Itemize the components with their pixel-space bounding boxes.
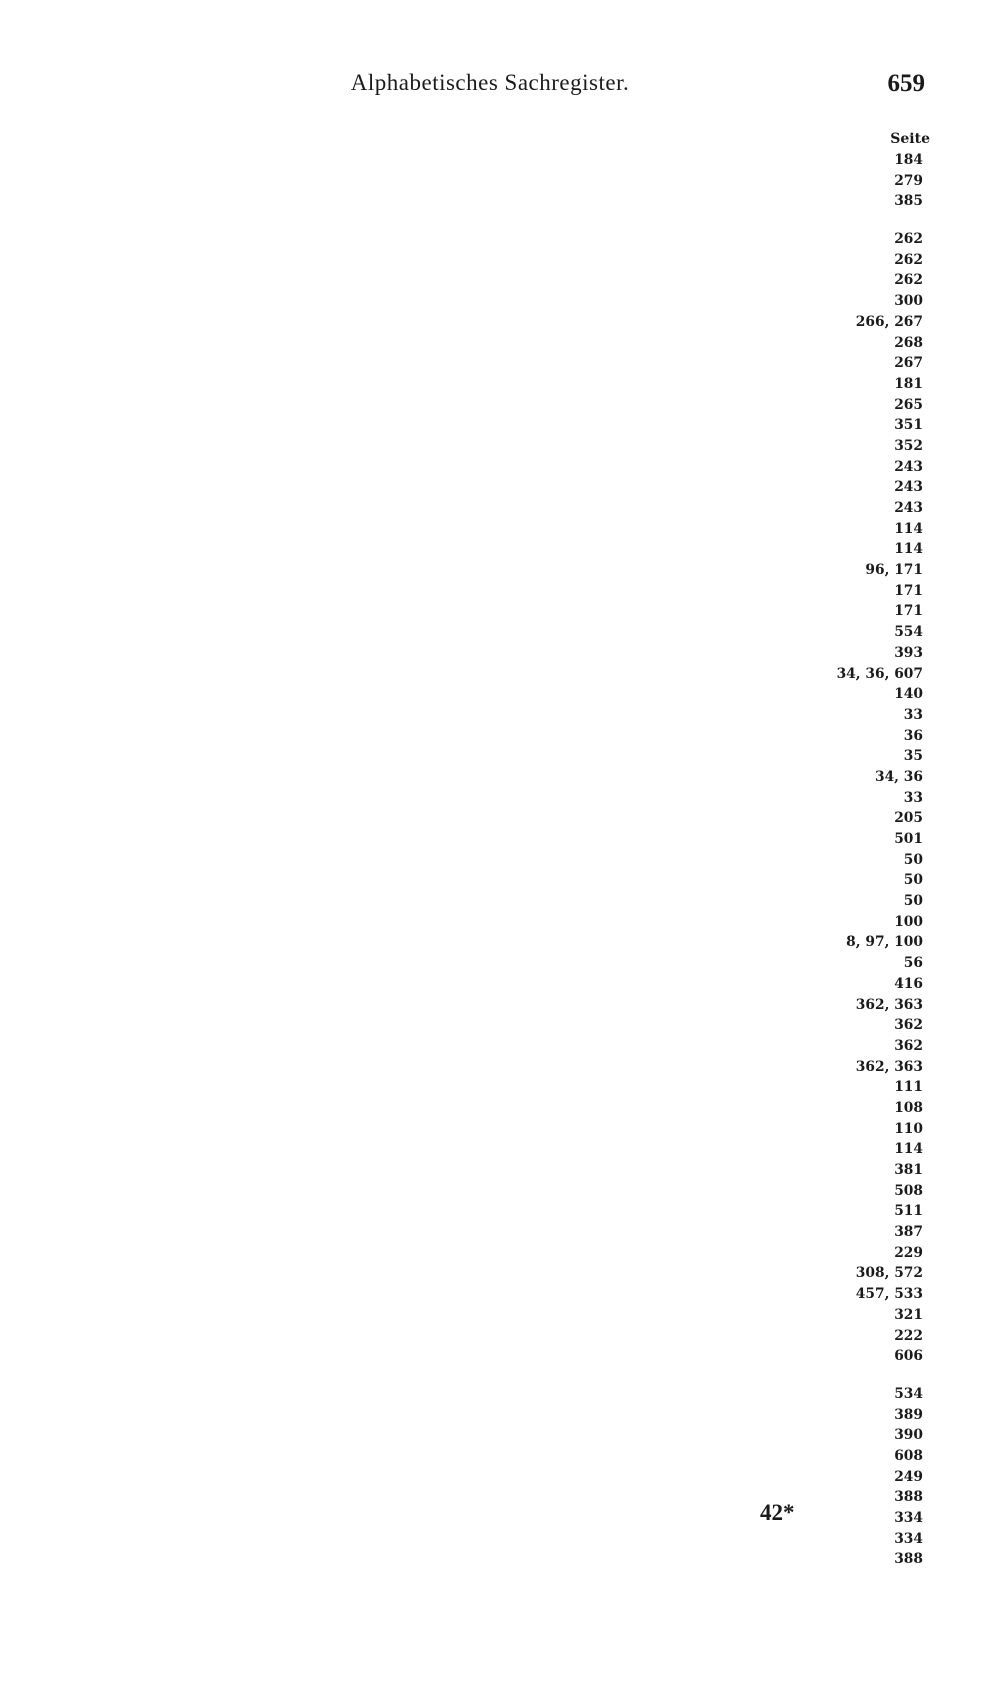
index-entry-page: 184 [55, 150, 923, 171]
index-entry [55, 1098, 923, 1119]
index-entry [55, 1305, 923, 1326]
index-entry-page: 110 [55, 1119, 923, 1140]
index-entry [55, 932, 923, 953]
index-entry [55, 519, 923, 540]
index-entry [55, 726, 923, 747]
index-entry-page: 267 [55, 353, 923, 374]
index-entry-page: 33 [55, 705, 923, 726]
index-entry-page: 114 [55, 539, 923, 560]
index-entry-page: 140 [55, 684, 923, 705]
index-entry-page: 362 [55, 1036, 923, 1057]
index-entry [55, 912, 923, 933]
index-entry-page: 389 [55, 1405, 923, 1426]
index-entry [55, 191, 923, 212]
index-entry [55, 1467, 923, 1488]
index-entry-page: 388 [55, 1549, 923, 1570]
index-entry [55, 643, 923, 664]
index-entry [55, 974, 923, 995]
index-entry-page: 351 [55, 415, 923, 436]
index-entry-page: 534 [55, 1384, 923, 1405]
index-entry-page: 111 [55, 1077, 923, 1098]
index-entry-page: 362 [55, 1015, 923, 1036]
index-entry [55, 1529, 923, 1550]
index-entry-page: 8, 97, 100 [55, 932, 923, 953]
index-entry [55, 622, 923, 643]
index-entry-page: 262 [55, 229, 923, 250]
index-entry [55, 333, 923, 354]
index-entry-page: 243 [55, 498, 923, 519]
index-entry [55, 291, 923, 312]
index-entry [55, 1263, 923, 1284]
index-entry-page: 362, 363 [55, 1057, 923, 1078]
index-entry-page: 321 [55, 1305, 923, 1326]
index-entry [55, 498, 923, 519]
index-entry [55, 1326, 923, 1347]
index-entry-page: 265 [55, 395, 923, 416]
index-entry [55, 1201, 923, 1222]
index-entry [55, 436, 923, 457]
index-entry-page: 96, 171 [55, 560, 923, 581]
index-entry [55, 1446, 923, 1467]
index-entry-page: 35 [55, 746, 923, 767]
index-entry [55, 312, 923, 333]
index-entry [55, 1405, 923, 1426]
index-entry [55, 850, 923, 871]
signature-mark: 42* [760, 1500, 795, 1525]
index-entry-page: 56 [55, 953, 923, 974]
index-entry [55, 1057, 923, 1078]
index-entry-page: 229 [55, 1243, 923, 1264]
index-entry-page: 34, 36 [55, 767, 923, 788]
index-entry [55, 664, 923, 685]
index-entry [55, 1425, 923, 1446]
index-entry [55, 270, 923, 291]
index-entry [55, 250, 923, 271]
index-entry-page: 457, 533 [55, 1284, 923, 1305]
index-entry [55, 539, 923, 560]
index-entry-page: 508 [55, 1181, 923, 1202]
index-entry-page: 362, 363 [55, 995, 923, 1016]
index-entry [55, 1384, 923, 1405]
index-entry [55, 1015, 923, 1036]
index-entry [55, 788, 923, 809]
index-entry [55, 1139, 923, 1160]
index-entry-page: 243 [55, 457, 923, 478]
index-entry-page: 262 [55, 250, 923, 271]
index-entry [55, 1284, 923, 1305]
index-entry-page: 171 [55, 581, 923, 602]
index-entry-page: 205 [55, 808, 923, 829]
index-entry-page: 266, 267 [55, 312, 923, 333]
page-title: Alphabetisches Sachregister. [350, 70, 630, 95]
index-entry-page: 308, 572 [55, 1263, 923, 1284]
index-entry-page: 222 [55, 1326, 923, 1347]
index-entry [55, 1243, 923, 1264]
index-entry-page: 100 [55, 912, 923, 933]
index-entry [55, 415, 923, 436]
index-entry-list [55, 150, 923, 1570]
index-entry-page: 501 [55, 829, 923, 850]
index-entry-page: 108 [55, 1098, 923, 1119]
index-entry-page: 606 [55, 1346, 923, 1367]
index-entry [55, 395, 923, 416]
index-entry [55, 953, 923, 974]
index-entry-page: 511 [55, 1201, 923, 1222]
index-entry-page: 50 [55, 870, 923, 891]
index-entry [55, 1119, 923, 1140]
index-entry [55, 1346, 923, 1367]
index-entry-page: 334 [55, 1529, 923, 1550]
index-entry [55, 581, 923, 602]
index-entry [55, 1036, 923, 1057]
index-entry [55, 1222, 923, 1243]
index-entry-page: 171 [55, 601, 923, 622]
index-entry-page: 381 [55, 1160, 923, 1181]
index-entry [55, 684, 923, 705]
index-entry [55, 995, 923, 1016]
index-entry-page: 352 [55, 436, 923, 457]
index-entry [55, 767, 923, 788]
index-entry-page: 114 [55, 519, 923, 540]
index-entry-page: 243 [55, 477, 923, 498]
page-number: 659 [887, 70, 925, 97]
index-entry-page: 249 [55, 1467, 923, 1488]
index-entry-page: 388 [55, 1487, 923, 1508]
index-entry-page: 268 [55, 333, 923, 354]
index-entry-page: 300 [55, 291, 923, 312]
index-entry [55, 477, 923, 498]
index-entry [55, 705, 923, 726]
page-column-label: Seite [890, 131, 930, 147]
index-entry [55, 457, 923, 478]
index-entry-page: 393 [55, 643, 923, 664]
index-entry-page: 50 [55, 850, 923, 871]
index-entry [55, 746, 923, 767]
index-entry [55, 601, 923, 622]
index-entry-page: 385 [55, 191, 923, 212]
index-entry-page: 114 [55, 1139, 923, 1160]
index-entry [55, 353, 923, 374]
index-entry [55, 891, 923, 912]
index-entry-page: 181 [55, 374, 923, 395]
index-entry [55, 374, 923, 395]
index-entry [55, 1549, 923, 1570]
index-entry [55, 1160, 923, 1181]
index-entry [55, 829, 923, 850]
index-entry-page: 608 [55, 1446, 923, 1467]
index-entry [55, 808, 923, 829]
index-entry [55, 560, 923, 581]
index-entry-page: 50 [55, 891, 923, 912]
index-entry-page: 33 [55, 788, 923, 809]
index-entry [55, 1077, 923, 1098]
index-entry-page: 387 [55, 1222, 923, 1243]
index-entry-page: 554 [55, 622, 923, 643]
index-entry [55, 1181, 923, 1202]
index-entry [55, 150, 923, 171]
index-entry-page: 334 [55, 1508, 923, 1529]
index-entry [55, 229, 923, 250]
index-entry-page: 36 [55, 726, 923, 747]
index-entry-page: 279 [55, 171, 923, 192]
index-entry-page: 262 [55, 270, 923, 291]
index-entry-page: 390 [55, 1425, 923, 1446]
index-entry-page: 416 [55, 974, 923, 995]
index-entry [55, 870, 923, 891]
page-header [55, 70, 925, 106]
index-entry-page: 34, 36, 607 [55, 664, 923, 685]
index-entry [55, 171, 923, 192]
